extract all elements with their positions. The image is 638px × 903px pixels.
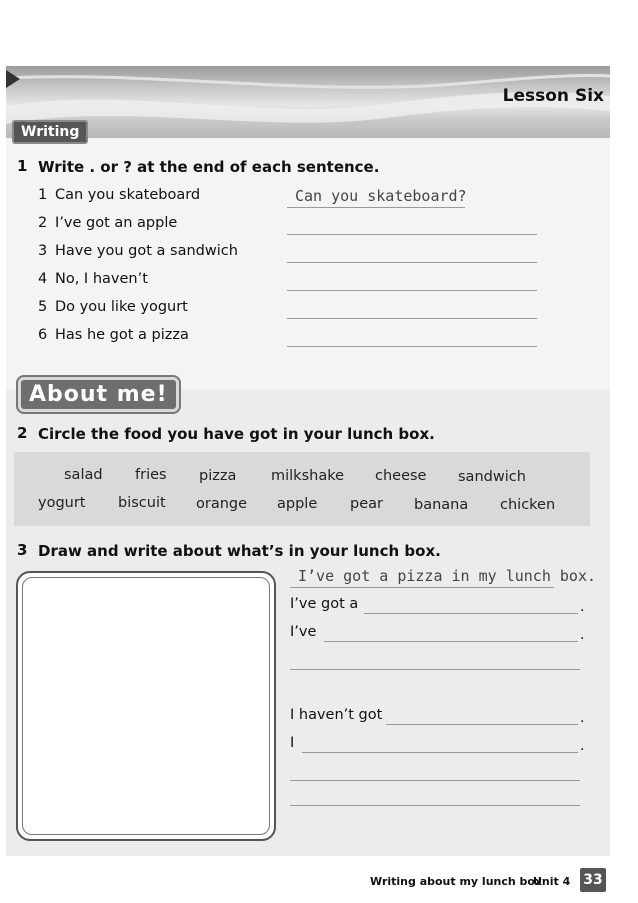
food-word[interactable]: salad — [64, 467, 103, 483]
question-2-instruction: Circle the food you have got in your lunch box. — [38, 425, 435, 443]
sentence-item-5: 5 Do you like yogurt — [38, 299, 188, 315]
period-mark: . — [580, 599, 585, 615]
food-word[interactable]: yogurt — [38, 495, 86, 511]
example-sentence-line — [290, 587, 554, 588]
answer-line-1[interactable] — [287, 207, 465, 208]
answer-line-2[interactable] — [287, 234, 537, 235]
sentence-item-2: 2 I’ve got an apple — [38, 215, 178, 231]
sentence-item-4: 4 No, I haven’t — [38, 271, 148, 287]
food-word[interactable]: milkshake — [271, 468, 345, 484]
food-word[interactable]: apple — [277, 496, 318, 512]
question-3-number: 3 — [17, 541, 28, 559]
answer-line-6[interactable] — [287, 346, 537, 347]
food-word[interactable]: banana — [414, 497, 469, 513]
period-mark: . — [580, 710, 585, 726]
example-sentence: I’ve got a pizza in my lunch box. — [298, 567, 597, 585]
food-word[interactable]: biscuit — [118, 495, 166, 511]
period-mark: . — [580, 738, 585, 754]
prompt-ive-got-a: I’ve got a — [290, 596, 359, 612]
write-line-2[interactable] — [324, 641, 578, 642]
drawing-box[interactable] — [16, 571, 276, 841]
section-tab-writing: Writing — [12, 120, 88, 144]
question-2-number: 2 — [17, 424, 28, 442]
food-word[interactable]: orange — [196, 496, 248, 512]
corner-marker-icon — [6, 70, 20, 88]
write-line-4[interactable] — [386, 724, 578, 725]
food-word-box — [14, 452, 590, 526]
footer-unit: Unit 4 — [533, 875, 571, 888]
answer-line-5[interactable] — [287, 318, 537, 319]
food-word[interactable]: cheese — [375, 468, 427, 484]
period-mark: . — [580, 627, 585, 643]
write-line-1[interactable] — [364, 613, 578, 614]
example-answer-1: Can you skateboard? — [295, 187, 467, 205]
write-line-5[interactable] — [302, 752, 578, 753]
prompt-i-havent-got: I haven’t got — [290, 707, 383, 723]
prompt-i: I — [290, 735, 295, 751]
sentence-item-3: 3 Have you got a sandwich — [38, 243, 238, 259]
question-1-number: 1 — [17, 157, 28, 175]
food-word[interactable]: pear — [350, 496, 383, 512]
header-band — [6, 66, 610, 138]
drawing-box-inner-border — [22, 577, 270, 835]
page-number: 33 — [580, 868, 606, 892]
food-word[interactable]: fries — [135, 467, 167, 483]
answer-line-3[interactable] — [287, 262, 537, 263]
sentence-item-1: 1 Can you skateboard — [38, 187, 201, 203]
write-line-7[interactable] — [290, 805, 580, 806]
answer-line-4[interactable] — [287, 290, 537, 291]
food-word[interactable]: sandwich — [458, 469, 526, 485]
sentence-item-6: 6 Has he got a pizza — [38, 327, 189, 343]
write-line-6[interactable] — [290, 780, 580, 781]
about-me-badge: About me! — [18, 377, 179, 412]
question-1-instruction: Write . or ? at the end of each sentence. — [38, 158, 380, 176]
prompt-ive: I’ve — [290, 624, 317, 640]
food-word[interactable]: pizza — [199, 468, 237, 484]
lesson-title: Lesson Six — [502, 86, 604, 106]
food-word[interactable]: chicken — [500, 497, 556, 513]
write-line-3[interactable] — [290, 669, 580, 670]
footer-title: Writing about my lunch box — [370, 875, 543, 888]
question-3-instruction: Draw and write about what’s in your lunch box. — [38, 542, 441, 560]
